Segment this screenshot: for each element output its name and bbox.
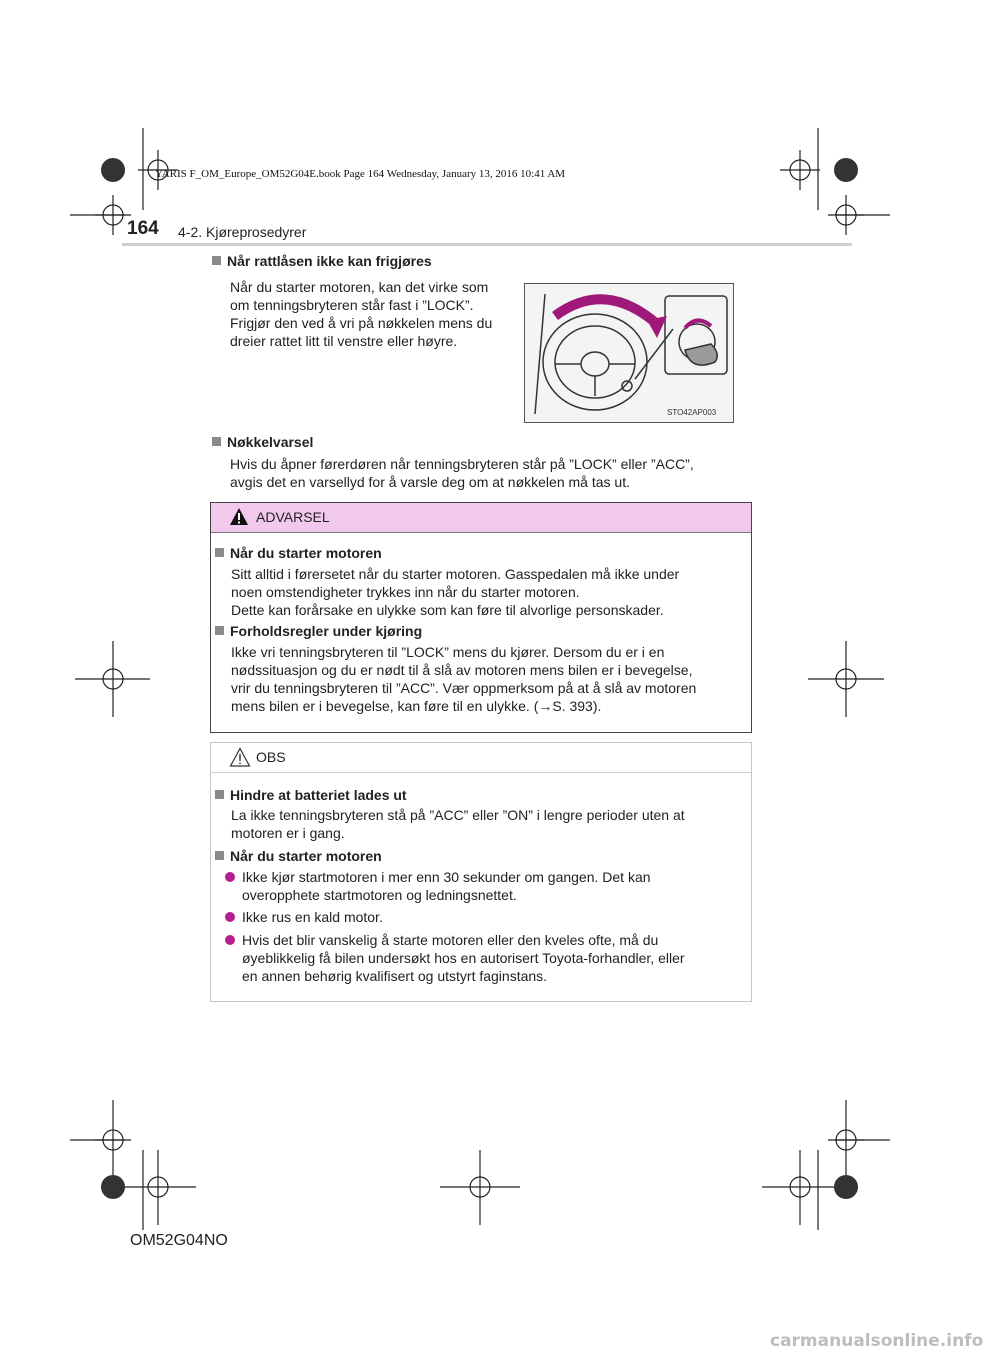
topic-body-steering-lock xyxy=(230,278,506,350)
section-title: 4-2. Kjøreprosedyrer xyxy=(178,224,307,240)
body-line: vrir du tenningsbryteren til ”ACC”. Vær oppmerksom på at å slå av motoren xyxy=(231,680,697,696)
square-bullet-icon xyxy=(215,626,224,635)
warning-triangle-icon xyxy=(229,507,249,526)
warning-label: ADVARSEL xyxy=(256,509,330,525)
warning-item-heading xyxy=(215,545,382,561)
body-line: Dette kan forårsake en ulykke som kan føre til alvorlige personskader. xyxy=(231,602,664,618)
topic-heading-text: Nøkkelvarsel xyxy=(227,434,314,450)
header-rule xyxy=(122,243,852,246)
steering-wheel-key-icon xyxy=(525,284,733,422)
body-line: om tenningsbryteren står fast i ”LOCK”. xyxy=(230,297,474,313)
body-line: Sitt alltid i førersetet når du starter motoren. Gasspedalen må ikke under xyxy=(231,566,680,582)
warning-item-body xyxy=(231,565,741,619)
round-bullet-icon xyxy=(225,872,235,882)
notice-heading-text: Når du starter motoren xyxy=(230,848,382,864)
steering-lock-illustration xyxy=(524,283,734,423)
notice-bullet-item xyxy=(225,908,745,926)
square-bullet-icon xyxy=(215,851,224,860)
square-bullet-icon xyxy=(212,437,221,446)
warning-box xyxy=(210,502,752,733)
notice-heading-text: Hindre at batteriet lades ut xyxy=(230,787,407,803)
topic-body-key-warning xyxy=(230,455,744,491)
body-line: dreier rattet litt til venstre eller høyre. xyxy=(230,333,458,349)
square-bullet-icon xyxy=(212,256,221,265)
notice-bullet-item xyxy=(225,931,745,985)
page-number: 164 xyxy=(127,218,159,239)
body-line: Når du starter motoren, kan det virke som xyxy=(230,279,489,295)
caution-triangle-icon xyxy=(229,747,251,767)
watermark: carmanualsonline.info xyxy=(770,1331,983,1351)
body-line: Ikke vri tenningsbryteren til ”LOCK” mens du kjører. Dersom du er i en xyxy=(231,644,665,660)
body-line: motoren er i gang. xyxy=(231,825,345,841)
body-line: noen omstendigheter trykkes inn når du starter motoren. xyxy=(231,584,580,600)
notice-item-heading xyxy=(215,787,407,803)
bullet-line: en annen behørig kvalifisert og utstyrt faginstans. xyxy=(242,968,548,984)
bullet-line: Hvis det blir vanskelig å starte motoren eller den kveles ofte, må du xyxy=(242,932,659,948)
round-bullet-icon xyxy=(225,935,235,945)
notice-item-body xyxy=(231,806,741,842)
warning-item-body xyxy=(231,643,741,715)
bullet-line: Ikke rus en kald motor. xyxy=(242,909,383,925)
notice-item-heading xyxy=(215,848,382,864)
topic-heading-text: Når rattlåsen ikke kan frigjøres xyxy=(227,253,432,269)
warning-heading-text: Når du starter motoren xyxy=(230,545,382,561)
warning-item-heading xyxy=(215,623,422,639)
square-bullet-icon xyxy=(215,790,224,799)
warning-header xyxy=(211,503,751,533)
notice-label: OBS xyxy=(256,749,286,765)
body-line: nødssituasjon og du er nødt til å slå av motoren mens bilen er i bevegelse, xyxy=(231,662,693,678)
notice-bullet-item xyxy=(225,868,745,904)
bullet-line: overopphete startmotoren og ledningsnettet. xyxy=(242,887,517,903)
bullet-line: øyeblikkelig få bilen undersøkt hos en autorisert Toyota-forhandler, eller xyxy=(242,950,685,966)
square-bullet-icon xyxy=(215,548,224,557)
body-line: La ikke tenningsbryteren stå på ”ACC” eller ”ON” i lengre perioder uten at xyxy=(231,807,685,823)
topic-heading-steering-lock xyxy=(212,253,432,269)
file-info: YARIS F_OM_Europe_OM52G04E.book Page 164 Wednesday, January 13, 2016 10:41 AM xyxy=(155,168,566,180)
body-line: mens bilen er i bevegelse, kan føre til en ulykke. (→S. 393). xyxy=(231,698,602,714)
notice-box xyxy=(210,742,752,1002)
round-bullet-icon xyxy=(225,912,235,922)
document-code: OM52G04NO xyxy=(130,1232,228,1249)
body-line: Hvis du åpner førerdøren når tenningsbryteren står på ”LOCK” eller ”ACC”, xyxy=(230,456,694,472)
topic-heading-key-warning xyxy=(212,434,313,450)
body-line: Frigjør den ved å vri på nøkkelen mens du xyxy=(230,315,493,331)
warning-heading-text: Forholdsregler under kjøring xyxy=(230,623,423,639)
figure-code: STO42AP003 xyxy=(667,408,717,417)
bullet-line: Ikke kjør startmotoren i mer enn 30 sekunder om gangen. Det kan xyxy=(242,869,651,885)
body-line: avgis det en varsellyd for å varsle deg om at nøkkelen må tas ut. xyxy=(230,474,630,490)
notice-header xyxy=(211,743,751,773)
